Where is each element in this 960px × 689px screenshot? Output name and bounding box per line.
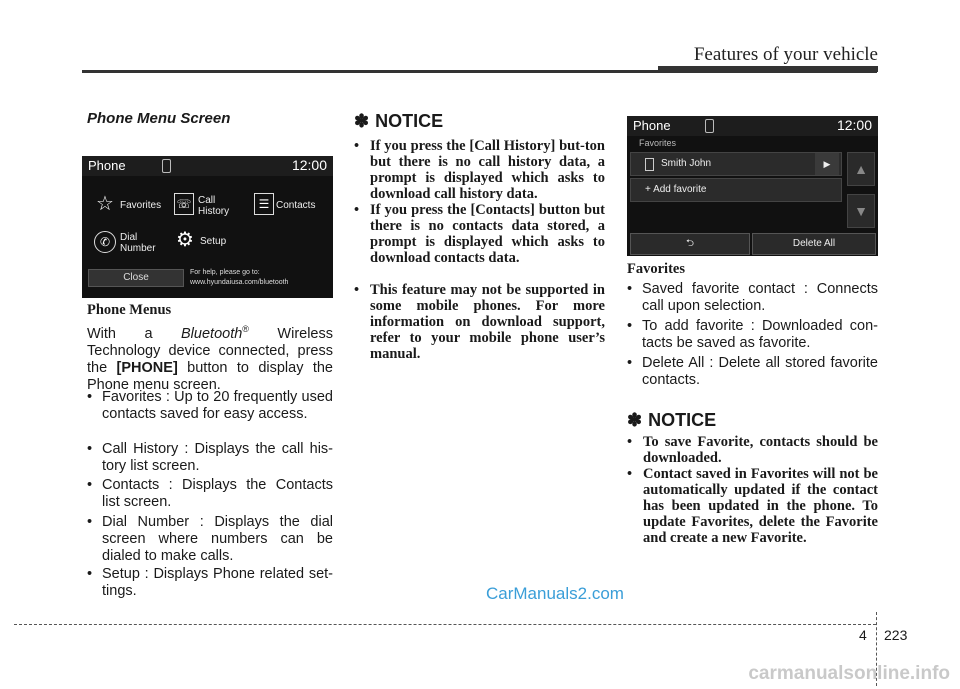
favorite-contact-row xyxy=(630,152,842,176)
play-arrow-icon: ▶ xyxy=(815,153,839,175)
menu-setup: Setup xyxy=(200,236,227,247)
screen-time: 12:00 xyxy=(836,117,872,133)
subheading-phone-menus: Phone Menus xyxy=(87,302,172,318)
header-rule-accent xyxy=(658,66,878,72)
close-button: Close xyxy=(88,269,184,287)
bullet-delete-all: • Delete All : Delete all stored favorite contacts. xyxy=(627,355,878,388)
scroll-up-icon: ▲ xyxy=(847,152,875,186)
contact-name: Smith John xyxy=(661,158,712,169)
call-history-icon: ☏ xyxy=(174,193,194,215)
gear-icon: ⚙ xyxy=(176,229,194,251)
notice-bullet: • This feature may not be supported in some mobile phones. For more information on download support, refer to your mobile phone user’s manual. xyxy=(354,282,605,362)
back-icon: ⮌ xyxy=(630,233,750,255)
chapter-number: 4 xyxy=(859,627,867,643)
screen-status-bar xyxy=(82,156,333,176)
menu-call-history: Call History xyxy=(198,195,230,217)
running-header: Features of your vehicle xyxy=(693,44,878,65)
notice-bullet: • If you press the [Call History] but-ton but there is no call history data, a prompt is displayed which asks to download call history data. xyxy=(354,138,605,202)
notice-heading: ✽ NOTICE xyxy=(627,410,717,430)
star-icon: ☆ xyxy=(96,193,114,215)
notice-bullet: • Contact saved in Favorites will not be automatically updated if the contact has been updated in the phone. To update Favorites, delete the Favorite and create a new Favorite. xyxy=(627,466,878,546)
watermark-bottom: carmanualsonline.info xyxy=(748,663,950,684)
help-text: For help, please go to: www.hyundaiusa.com/bluetooth xyxy=(190,269,289,286)
favorites-screenshot xyxy=(627,116,878,256)
bullet-add-favorite: • To add favorite : Downloaded con-tacts be saved as favorite. xyxy=(627,318,878,351)
bluetooth-icon xyxy=(705,119,714,133)
notice-bullet: • If you press the [Contacts] button but there is no contacts data stored, a prompt is displayed which asks to download contacts data. xyxy=(354,202,605,266)
phone-icon xyxy=(645,158,654,171)
screen-subtitle: Favorites xyxy=(639,138,677,148)
screen-status-bar xyxy=(627,116,878,136)
phone-menu-screenshot xyxy=(82,156,333,298)
subheading-favorites: Favorites xyxy=(627,261,685,277)
bluetooth-icon xyxy=(162,159,171,173)
delete-all-button: Delete All xyxy=(752,233,876,255)
notice-heading: ✽ NOTICE xyxy=(354,111,444,131)
bullet-call-history: • Call History : Displays the call his-tory list screen. xyxy=(87,441,333,474)
bullet-dial-number: • Dial Number : Displays the dial screen where numbers can be dialed to make calls. xyxy=(87,514,333,564)
page-number: 223 xyxy=(884,627,908,643)
footer-dashed-line xyxy=(14,624,876,625)
section-heading: Phone Menu Screen xyxy=(87,110,231,127)
bullet-saved-favorite: • Saved favorite contact : Connects call upon selection. xyxy=(627,281,878,314)
bullet-favorites: • Favorites : Up to 20 frequently used contacts saved for easy access. xyxy=(87,389,333,422)
scroll-down-icon: ▼ xyxy=(847,194,875,228)
bullet-setup: • Setup : Displays Phone related set-tings. xyxy=(87,566,333,599)
menu-contacts: Contacts xyxy=(276,200,316,211)
intro-paragraph: With a Bluetooth® Wireless Technology device connected, press the [PHONE] button to display the Phone menu screen. xyxy=(87,324,333,393)
screen-time: 12:00 xyxy=(291,157,327,173)
bullet-contacts: • Contacts : Displays the Contacts list screen. xyxy=(87,477,333,510)
dial-icon: ✆ xyxy=(94,231,116,253)
screen-title: Phone xyxy=(88,158,126,173)
menu-dial-number: Dial Number xyxy=(120,232,156,254)
screen-title: Phone xyxy=(633,118,671,133)
add-favorite-label: + Add favorite xyxy=(645,184,707,195)
add-favorite-row xyxy=(630,178,842,202)
menu-favorites: Favorites xyxy=(120,200,162,211)
watermark-top: CarManuals2.com xyxy=(486,584,624,603)
contacts-icon: ☰ xyxy=(254,193,274,215)
notice-bullet: • To save Favorite, contacts should be downloaded. xyxy=(627,434,878,466)
